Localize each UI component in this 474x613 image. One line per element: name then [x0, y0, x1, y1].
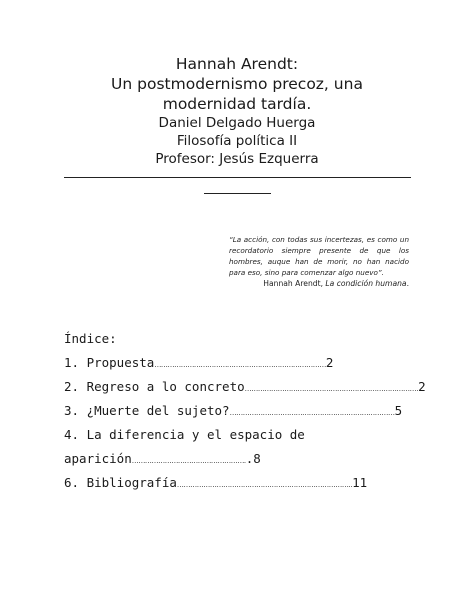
epigraph-author: Hannah Arendt,: [263, 279, 323, 288]
epigraph-attribution: [229, 278, 409, 289]
title-block: [0, 54, 474, 168]
toc-item-page: 11: [352, 475, 368, 490]
toc-heading: Índice:: [64, 331, 117, 346]
toc-item-leader: …………………………………………….: [131, 457, 246, 465]
toc-item-leader: ……………………………………………………………………: [154, 361, 326, 369]
title-line-3: modernidad tardía.: [162, 95, 312, 113]
toc-item-leader: …………………………………………………………………….: [244, 385, 419, 393]
toc-item-label: 6. Bibliografía: [64, 475, 177, 490]
toc-item-leader: ……………………………………………………………………..: [176, 481, 353, 489]
title-divider-long: [64, 177, 411, 178]
toc-item-label: 4. La diferencia y el espacio de: [64, 427, 305, 442]
toc-item-page: 2: [418, 379, 426, 394]
epigraph-quote: “La acción, con todas sus incertezas, es como un recordatorio siempre presente de que los hombres, auque han de morir, no han nacido para eso, sino para comenzar algo nuevo”.: [229, 235, 409, 277]
toc-item: [64, 426, 394, 450]
toc-item: [64, 378, 426, 402]
toc-item: [64, 474, 394, 498]
toc-item-label: 1. Propuesta: [64, 355, 155, 370]
toc-item: [64, 450, 394, 474]
epigraph-end: .: [406, 279, 409, 288]
toc-item-leader: …………………………………………………………………: [229, 409, 395, 417]
toc-item-page: .8: [245, 451, 261, 466]
course-name: Filosofía política II: [176, 133, 298, 149]
professor-name: Profesor: Jesús Ezquerra: [155, 151, 319, 167]
title-line-1: Hannah Arendt:: [175, 55, 299, 73]
table-of-contents: [64, 330, 426, 498]
author-name: Daniel Delgado Huerga: [158, 115, 316, 131]
toc-item-page: 5: [394, 403, 403, 418]
toc-item: [64, 402, 403, 426]
toc-item-label: 3. ¿Muerte del sujeto?: [64, 403, 230, 418]
title-line-2: Un postmodernismo precoz, una: [111, 75, 363, 93]
title-divider-short: [204, 193, 271, 194]
epigraph-work: La condición humana: [325, 279, 407, 288]
toc-item-label: aparición: [64, 451, 132, 466]
toc-item-page: 2: [325, 355, 334, 370]
toc-item-label: 2. Regreso a lo concreto: [64, 379, 245, 394]
toc-item: [64, 354, 394, 378]
